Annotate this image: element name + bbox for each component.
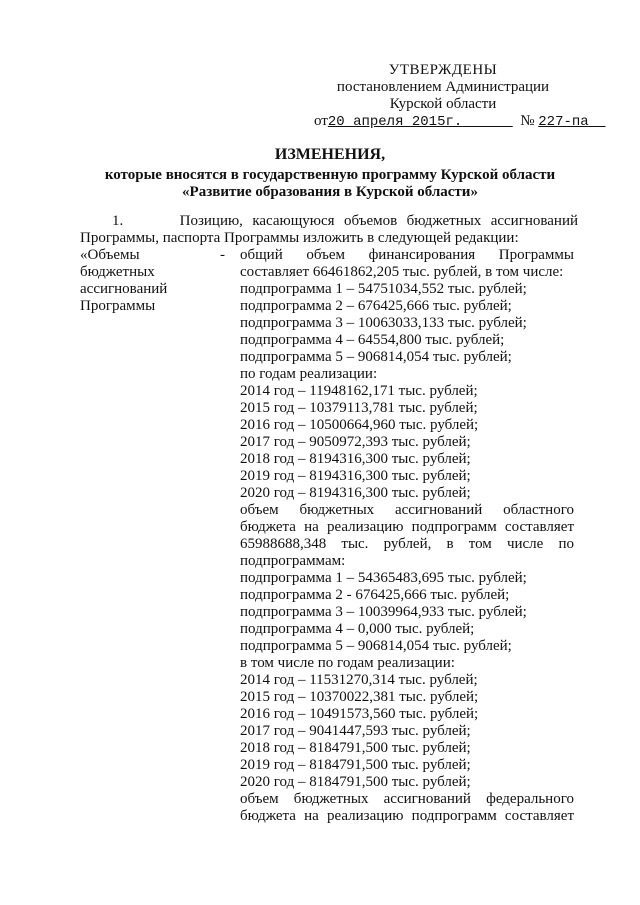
funding-line: бюджета на реализацию подпрограмм составляет [240,808,574,824]
label-dash: - [220,247,225,263]
approval-block [308,62,589,131]
paragraph-first-line: 1. Позицию, касающуюся объемов бюджетных ассигнований [112,213,579,229]
paragraph-second-line: Программы, паспорта Программы изложить в следующей редакции: [80,230,519,246]
funding-line: 2016 год – 10491573,560 тыс. рублей; [240,706,479,722]
funding-line: подпрограмма 3 – 10039964,933 тыс. рублей; [240,604,527,620]
funding-line: 2018 год – 8194316,300 тыс. рублей; [240,451,471,467]
passport-label [80,247,225,315]
approval-title: УТВЕРЖДЕНЫ [388,62,498,78]
funding-line: подпрограмма 2 - 676425,666 тыс. рублей; [240,587,510,603]
funding-line: подпрограмма 1 – 54365483,695 тыс. рублей; [240,570,527,586]
number-prefix: № [520,113,535,129]
funding-line: подпрограмма 5 – 906814,054 тыс. рублей; [240,638,512,654]
funding-line: подпрограмма 1 – 54751034,552 тыс. рублей; [240,281,527,297]
heading-line-1: которые вносятся в государственную программу Курской области [104,167,556,183]
funding-line: по годам реализации: [240,366,378,382]
funding-line: объем бюджетных ассигнований федерального [240,791,574,807]
funding-line: подпрограммам: [240,553,346,569]
funding-line: бюджета на реализацию подпрограмм составляет [240,519,574,535]
funding-line: подпрограмма 4 – 64554,800 тыс. рублей; [240,332,505,348]
funding-line: в том числе по годам реализации: [240,655,455,671]
funding-line: объем бюджетных ассигнований областного [240,502,574,518]
decree-date: 20 апреля 2015г. [327,114,463,130]
funding-line: 2014 год – 11948162,171 тыс. рублей; [240,383,478,399]
paragraph-number: 1. [112,213,124,229]
date-prefix: от [314,113,328,129]
approval-issuer: постановлением Администрации [336,79,550,95]
funding-line: 2019 год – 8184791,500 тыс. рублей; [240,757,471,773]
funding-line: 2020 год – 8184791,500 тыс. рублей; [240,774,471,790]
funding-line: подпрограмма 2 – 676425,666 тыс. рублей; [240,298,512,314]
funding-line: подпрограмма 5 – 906814,054 тыс. рублей; [240,349,512,365]
funding-line: 2014 год – 11531270,314 тыс. рублей; [240,672,478,688]
funding-line: 2020 год – 8194316,300 тыс. рублей; [240,485,471,501]
funding-line: подпрограмма 3 – 10063033,133 тыс. рублей; [240,315,527,331]
document-heading [80,146,580,201]
funding-line: 2016 год – 10500664,960 тыс. рублей; [240,417,479,433]
funding-line: общий объем финансирования Программы [240,247,574,263]
funding-line: подпрограмма 4 – 0,000 тыс. рублей; [240,621,475,637]
label-line: ассигнований [80,281,168,297]
heading-title: ИЗМЕНЕНИЯ, [274,146,386,163]
funding-line: 2015 год – 10370022,381 тыс. рублей; [240,689,479,705]
funding-line: 2018 год – 8184791,500 тыс. рублей; [240,740,471,756]
label-line: бюджетных [80,264,155,280]
funding-line: 65988688,348 тыс. рублей, в том числе по [240,536,574,552]
decree-number: 227-па [538,114,589,130]
funding-line: 2019 год – 8194316,300 тыс. рублей; [240,468,471,484]
approval-region: Курской области [389,96,497,112]
funding-line: составляет 66461862,205 тыс. рублей, в том числе: [240,264,564,280]
label-line: «Объемы [80,247,140,263]
label-line: Программы [80,298,156,314]
funding-line: 2015 год – 10379113,781 тыс. рублей; [240,400,478,416]
heading-line-2: «Развитие образования в Курской области» [182,184,478,200]
funding-line: 2017 год – 9041447,593 тыс. рублей; [240,723,471,739]
passport-value [240,247,574,825]
funding-line: 2017 год – 9050972,393 тыс. рублей; [240,434,471,450]
approval-date-line [308,113,589,131]
paragraph-1 [80,213,578,247]
